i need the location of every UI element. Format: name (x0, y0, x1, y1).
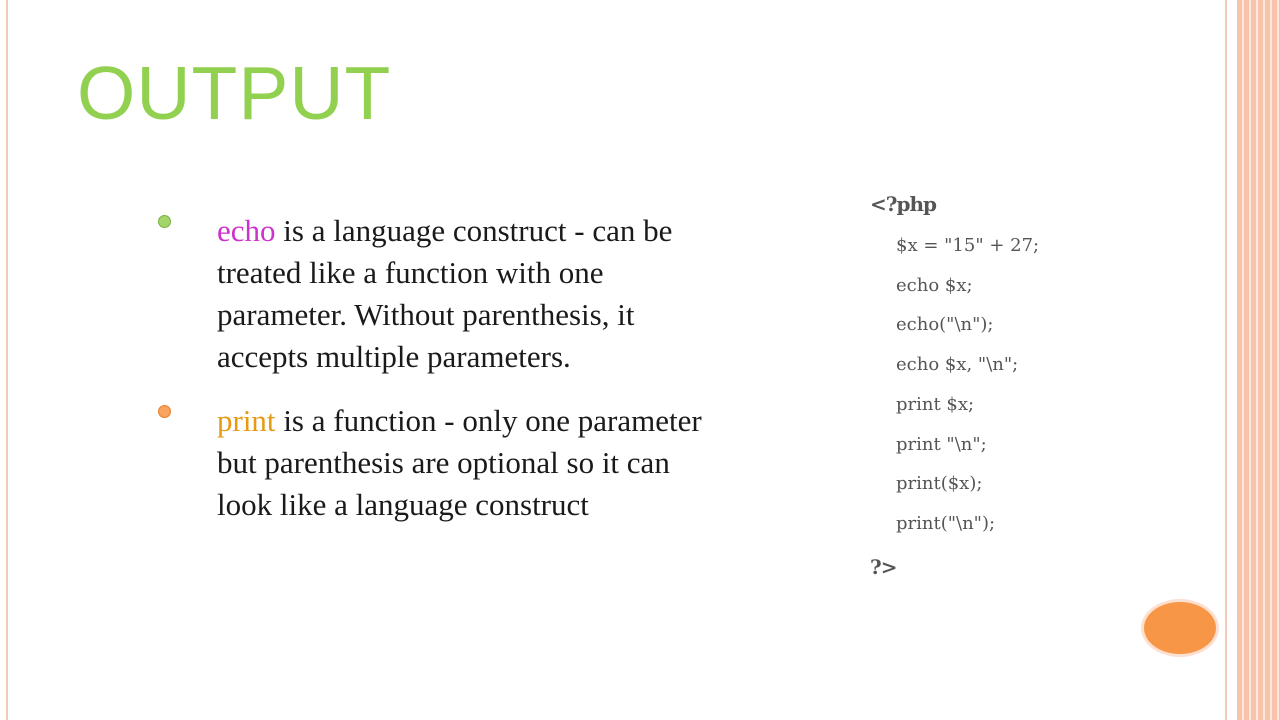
decorative-orange-circle (1141, 599, 1219, 657)
code-line: echo("\n"); (896, 314, 994, 336)
code-line: echo $x, "\n"; (896, 354, 1019, 376)
code-line: echo $x; (896, 274, 973, 296)
bullet-item-echo (150, 210, 710, 378)
print-keyword: print (217, 403, 276, 438)
echo-keyword: echo (217, 213, 276, 248)
bullet-item-print (150, 400, 710, 526)
code-line: $x = "15" + 27; (896, 235, 1040, 256)
php-close-tag: ?> (870, 554, 897, 579)
print-description: is a function - only one parameter but parenthesis are optional so it can look like a language construct (217, 403, 702, 522)
echo-description: is a language construct - can be treated like a function with one parameter. Without parenthesis, it accepts multiple parameters. (217, 213, 673, 374)
bullet-dot-icon (158, 405, 171, 418)
code-line: print $x; (896, 393, 975, 415)
slide-title: OUTPUT (77, 51, 392, 135)
code-line: print "\n"; (896, 433, 987, 455)
right-frame-line (1225, 0, 1227, 720)
bullet-dot-icon (158, 215, 171, 228)
decorative-stripes (1237, 0, 1280, 720)
left-frame-line (6, 0, 8, 720)
code-line: print("\n"); (896, 512, 996, 534)
code-line: print($x); (896, 473, 983, 495)
code-sample (870, 188, 1210, 580)
php-open-tag: <?php (870, 192, 936, 216)
bullet-list (150, 210, 710, 548)
